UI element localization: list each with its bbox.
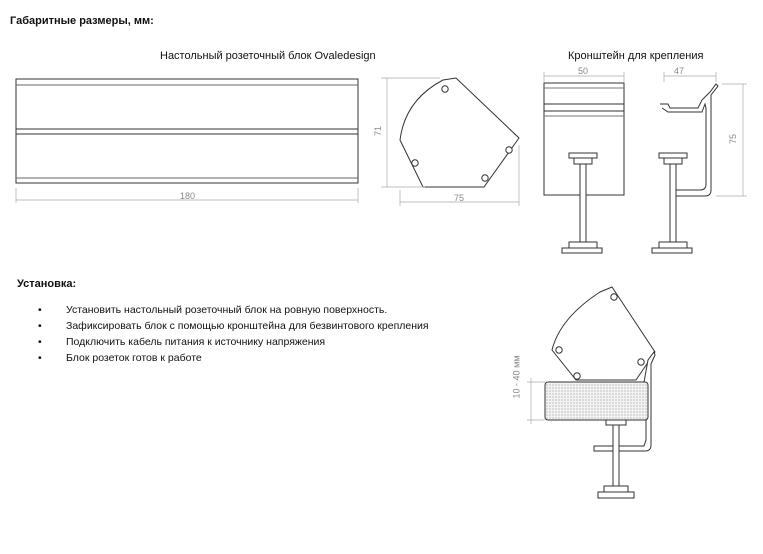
block-front-view	[16, 79, 358, 203]
bracket-front-view	[544, 72, 624, 253]
bullet-icon: •	[38, 304, 42, 316]
list-item: • Подключить кабель питания к источнику напряжения	[38, 336, 326, 348]
bracket-side-width-dimension: 47	[674, 66, 685, 76]
bracket-front-width-dimension: 50	[578, 66, 589, 76]
list-item: • Блок розеток готов к работе	[38, 352, 202, 364]
list-item: • Зафиксировать блок с помощью кронштейна для безвинтового крепления	[38, 320, 429, 332]
block-depth-dimension: 75	[454, 193, 465, 203]
bullet-icon: •	[38, 320, 42, 332]
block-width-dimension: 180	[180, 191, 196, 201]
installation-steps	[38, 302, 429, 366]
table-thickness-dimension: 10 - 40 мм	[511, 355, 522, 399]
bracket-height-dimension: 75	[728, 133, 739, 145]
dimensions-heading: Габаритные размеры, мм:	[10, 15, 154, 27]
installed-assembly	[527, 287, 655, 498]
bracket-caption: Кронштейн для крепления	[568, 50, 704, 62]
bullet-icon: •	[38, 336, 42, 348]
block-caption: Настольный розеточный блок Ovaledesign	[160, 50, 376, 62]
installation-heading: Установка:	[17, 278, 77, 290]
block-height-dimension: 71	[373, 125, 384, 137]
block-side-view	[381, 78, 519, 206]
bullet-icon: •	[38, 352, 42, 364]
bracket-side-view	[652, 72, 747, 253]
list-item: • Установить настольный розеточный блок на ровную поверхность.	[38, 304, 388, 316]
